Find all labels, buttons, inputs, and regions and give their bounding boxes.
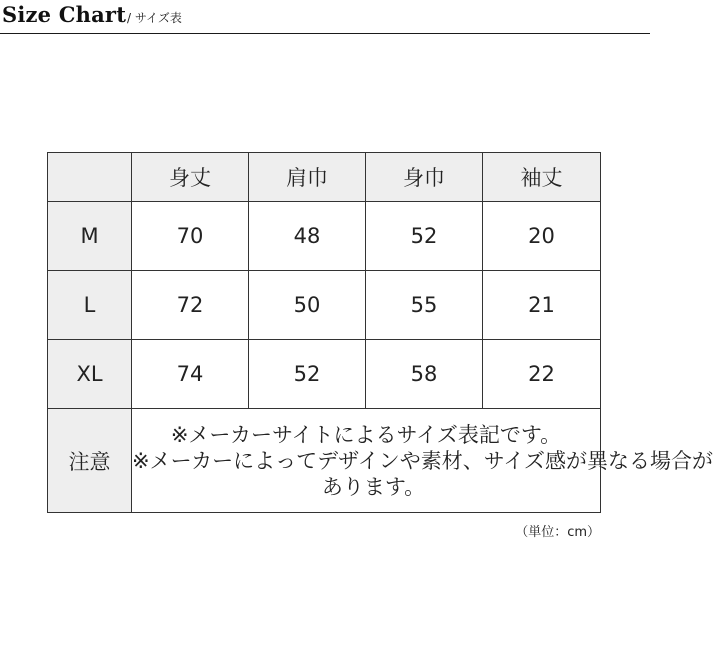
header-row (48, 153, 601, 202)
table-cell: 21 (483, 271, 601, 340)
table-cell: 22 (483, 340, 601, 409)
table-cell: 52 (249, 340, 366, 409)
table-cell: 50 (249, 271, 366, 340)
column-header-chest: 身巾 (366, 153, 483, 202)
table-row (48, 340, 601, 409)
page-title: Size Chart (2, 2, 127, 27)
table-cell: 20 (483, 202, 601, 271)
table-row (48, 202, 601, 271)
table-cell: 52 (366, 202, 483, 271)
size-chart-table (47, 152, 713, 513)
size-label: L (48, 271, 132, 340)
note-line-2: ※メーカーによってデザインや素材、サイズ感が異なる場合が (132, 448, 713, 473)
page-header (0, 0, 650, 34)
table-cell: 74 (132, 340, 249, 409)
table-cell: 48 (249, 202, 366, 271)
size-label: XL (48, 340, 132, 409)
table-row (48, 271, 601, 340)
column-header-shoulder: 肩巾 (249, 153, 366, 202)
notes-label: 注意 (48, 409, 132, 513)
notes-cell (132, 409, 713, 513)
page-subtitle: / サイズ表 (127, 11, 182, 25)
table-cell: 70 (132, 202, 249, 271)
column-header-sleeve: 袖丈 (483, 153, 601, 202)
table-cell: 58 (366, 340, 483, 409)
column-header-length: 身丈 (132, 153, 249, 202)
notes-row (48, 409, 601, 513)
table-cell: 72 (132, 271, 249, 340)
unit-label: （単位：cm） (515, 525, 600, 540)
corner-cell (48, 153, 132, 202)
note-line-1: ※メーカーサイトによるサイズ表記です。 (170, 422, 562, 447)
note-line-3: あります。 (321, 474, 426, 499)
table-cell: 55 (366, 271, 483, 340)
size-label: M (48, 202, 132, 271)
